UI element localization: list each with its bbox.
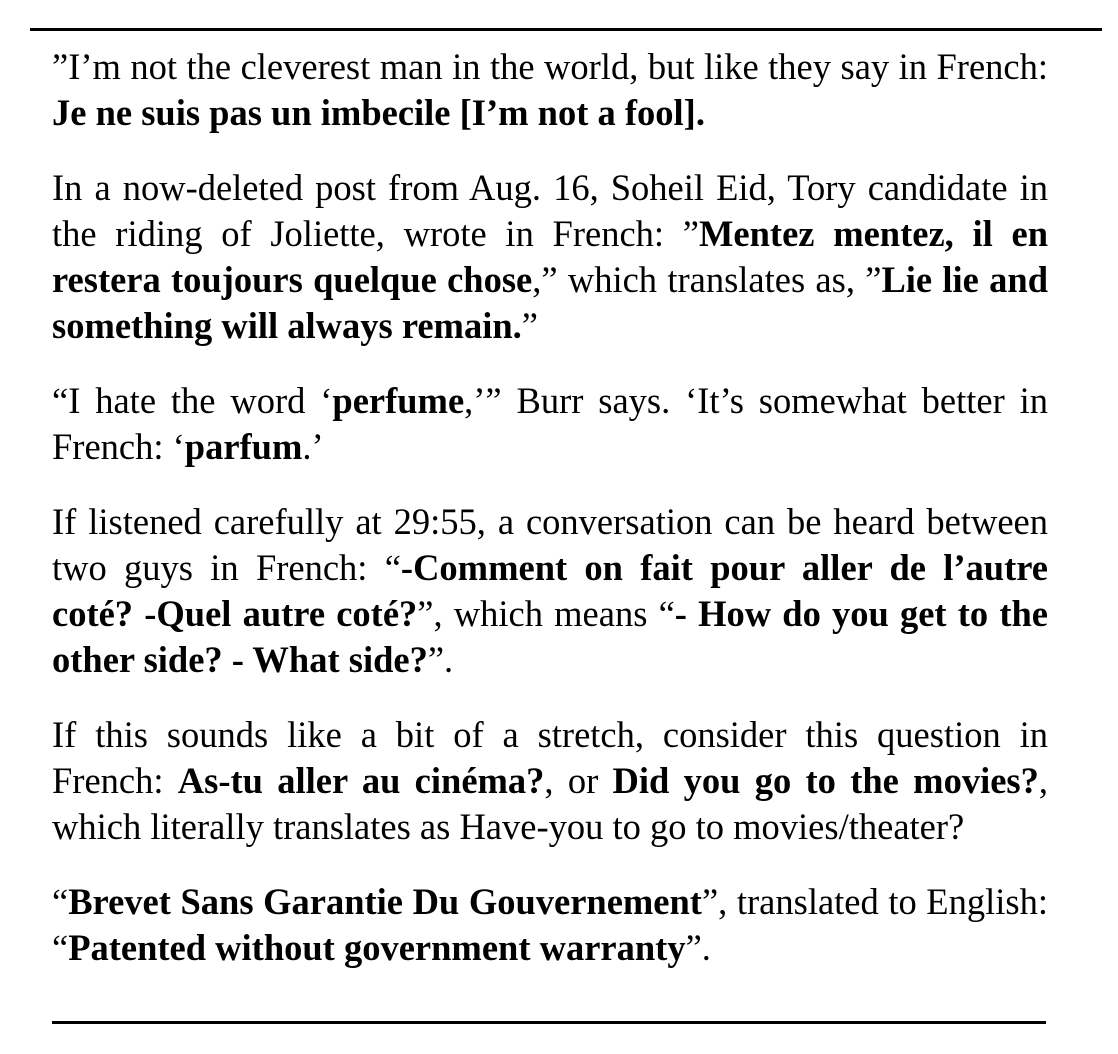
- segment: In a now-deleted post from Aug. 16, Soheil Eid, Tory candidate in the riding of Joliette, wrote in French: ”: [52, 167, 1048, 254]
- example-6: [52, 879, 1048, 971]
- segment: ”I’m not the cleverest man in the world, but like they say in French:: [52, 46, 1048, 87]
- french-phrase-bold: -Comment on fait pour aller de l’autre coté? -Quel autre coté?: [52, 547, 1048, 634]
- segment: ”: [521, 305, 538, 346]
- segment: If listened carefully at 29:55, a conversation can be heard between two guys in French: “: [52, 501, 1048, 588]
- example-1: [52, 44, 1048, 136]
- segment: , or: [544, 760, 613, 801]
- translation-bold: Lie lie and something will always remain.: [52, 259, 1048, 346]
- segment: ”, which means “: [417, 593, 675, 634]
- french-phrase-bold: Brevet Sans Garantie Du Gouvernement: [68, 881, 702, 922]
- segment: ,’” Burr says. ‘It’s somewhat better in French: ‘: [52, 380, 1048, 467]
- french-phrase-bold: As-tu aller au cinéma?: [177, 760, 545, 801]
- segment: , which literally translates as Have-you to go to movies/theater?: [52, 760, 1049, 847]
- french-phrase-bold: Mentez mentez, il en restera toujours quelque chose: [52, 213, 1049, 300]
- example-4: [52, 499, 1048, 683]
- segment: ,” which translates as, ”: [532, 259, 882, 300]
- english-word-bold: perfume: [332, 380, 465, 421]
- table-top-rule: [30, 28, 1102, 31]
- french-word-bold: parfum: [184, 426, 303, 467]
- example-5: [52, 712, 1048, 850]
- examples-table: [52, 44, 1048, 1000]
- translation-bold: - How do you get to the other side? - What side?: [52, 593, 1048, 680]
- translation-bold: Did you go to the movies?: [612, 760, 1039, 801]
- translation-bold: Patented without government warranty: [68, 927, 686, 968]
- example-3: [52, 378, 1048, 470]
- french-phrase-bold: Je ne suis pas un imbecile [I’m not a fool].: [52, 92, 705, 133]
- segment: .’: [302, 426, 324, 467]
- segment: ”.: [685, 927, 711, 968]
- segment: “: [52, 881, 69, 922]
- segment: If this sounds like a bit of a stretch, consider this question in French:: [52, 714, 1048, 801]
- table-bottom-rule: [52, 1021, 1046, 1024]
- segment: “I hate the word ‘: [52, 380, 333, 421]
- segment: ”.: [427, 639, 454, 680]
- example-2: [52, 165, 1048, 349]
- segment: ”, translated to English: “: [52, 881, 1048, 968]
